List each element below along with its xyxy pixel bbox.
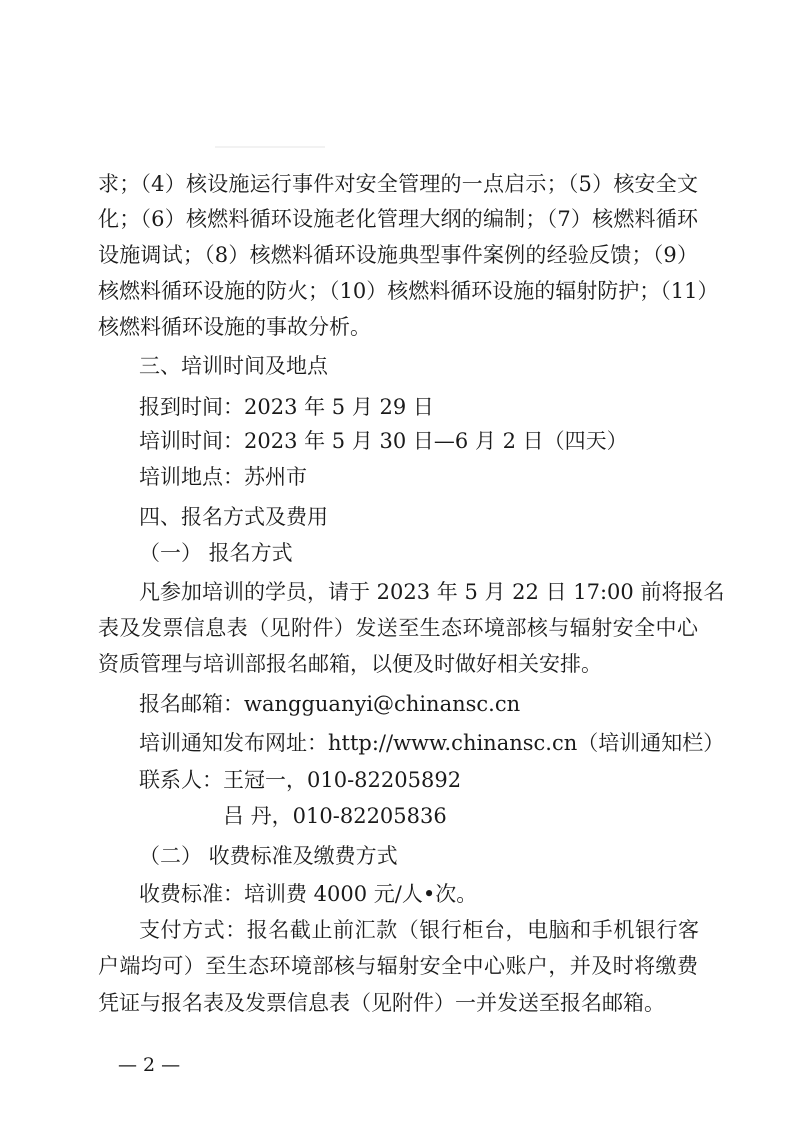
faint-stamp-mark	[215, 118, 325, 148]
body-line-1: 求；（4）核设施运行事件对安全管理的一点启示；（5）核安全文	[98, 172, 698, 196]
sub1-para-line-1: 凡参加培训的学员，请于 2023 年 5 月 22 日 17:00 前将报名	[139, 580, 725, 604]
body-line-5: 核燃料循环设施的事故分析。	[98, 315, 371, 339]
payment-para-line-3: 凭证与报名表及发票信息表（见附件）一并发送至报名邮箱。	[98, 991, 665, 1015]
payment-para-line-2: 户端均可）至生态环境部核与辐射安全中心账户，并及时将缴费	[98, 954, 698, 978]
training-time-line: 培训时间：2023 年 5 月 30 日—6 月 2 日（四天）	[139, 429, 628, 453]
contact-line-2: 吕 丹，010-82205836	[223, 804, 447, 828]
page-number: — 2 —	[118, 1054, 181, 1076]
sub1-para-line-2: 表及发票信息表（见附件）发送至生态环境部核与辐射安全中心	[98, 616, 698, 640]
section4-heading: 四、报名方式及费用	[139, 505, 328, 529]
section3-heading: 三、培训时间及地点	[139, 354, 328, 378]
body-line-3: 设施调试；（8）核燃料循环设施典型事件案例的经验反馈；（9）	[98, 243, 698, 267]
url-line: 培训通知发布网址：http://www.chinansc.cn（培训通知栏）	[139, 731, 725, 755]
fee-line: 收费标准：培训费 4000 元/人•次。	[139, 882, 478, 906]
body-line-4: 核燃料循环设施的防火；（10）核燃料循环设施的辐射防护；（11）	[98, 279, 719, 303]
body-line-2: 化；（6）核燃料循环设施老化管理大纲的编制；（7）核燃料循环	[98, 207, 698, 231]
sub1-heading: （一） 报名方式	[139, 541, 293, 565]
report-time-line: 报到时间：2023 年 5 月 29 日	[139, 395, 434, 419]
training-place-line: 培训地点：苏州市	[139, 465, 307, 489]
sub1-para-line-3: 资质管理与培训部报名邮箱，以便及时做好相关安排。	[98, 652, 602, 676]
email-line: 报名邮箱：wangguanyi@chinansc.cn	[139, 692, 521, 716]
contact-line-1: 联系人：王冠一，010-82205892	[139, 768, 462, 792]
sub2-heading: （二） 收费标准及缴费方式	[139, 844, 398, 868]
payment-para-line-1: 支付方式：报名截止前汇款（银行柜台，电脑和手机银行客	[139, 918, 699, 942]
